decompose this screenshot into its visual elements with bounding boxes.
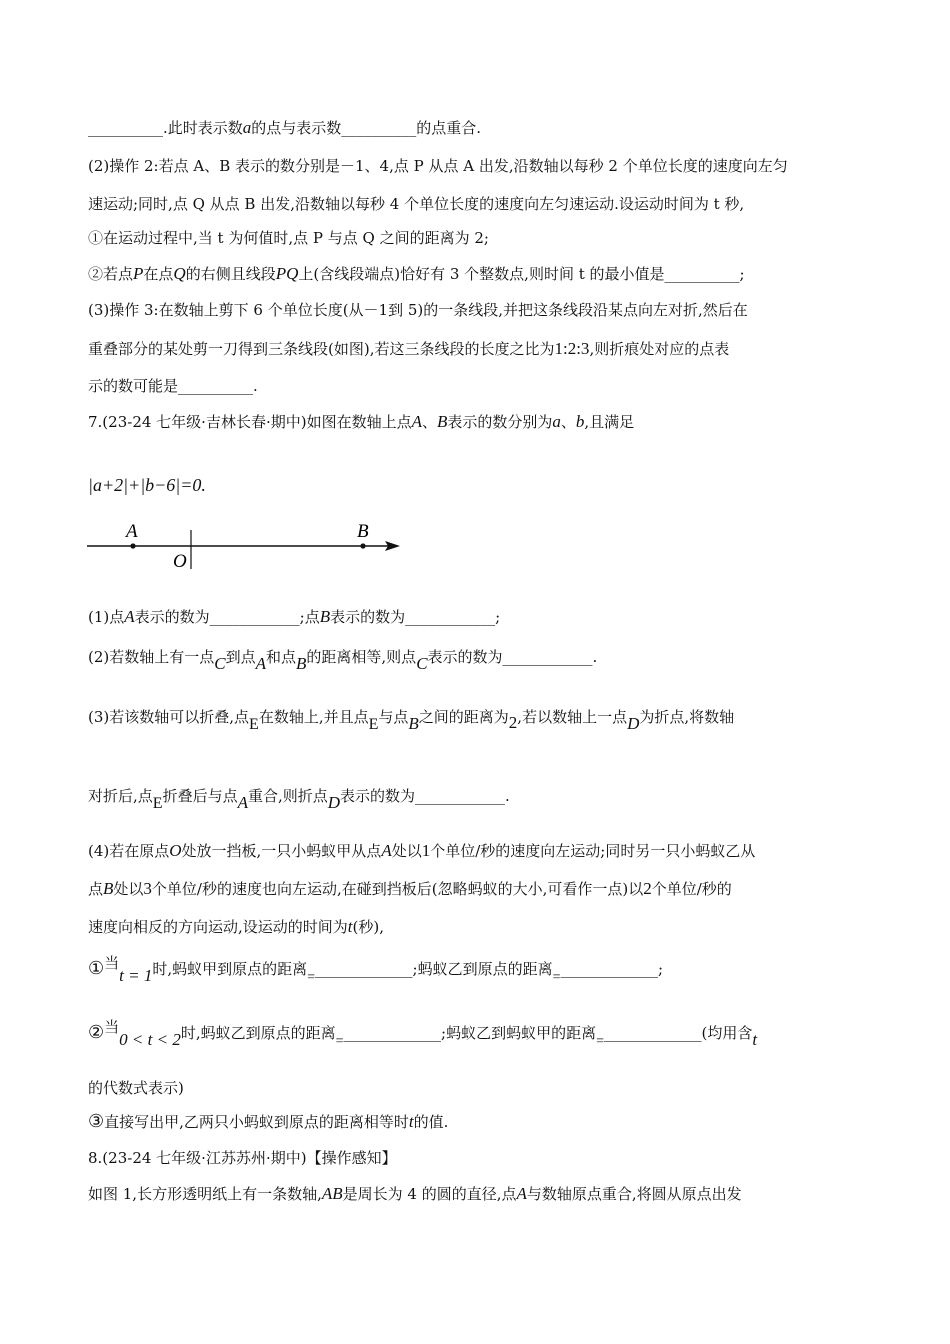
absolute-value-formula: |a+2|+|b−6|=0. <box>88 475 206 495</box>
answer-blank[interactable]: _____________ <box>343 1024 442 1042</box>
question-7-header: 7.(23-24 七年级·吉林长春·期中)如图在数轴上点A、B表示的数分别为a、b,且满足 <box>88 412 635 431</box>
answer-blank[interactable]: __________ <box>341 119 417 137</box>
answer-blank[interactable]: ____________ <box>502 648 593 666</box>
question-7-part-4-line-3: 速度向相反的方向运动,设运动的时间为t(秒), <box>88 917 384 936</box>
question-7-part-4-line-2: 点B处以3个单位/秒的速度也向左运动,在碰到挡板后(忽略蚂蚁的大小,可看作一点)以2个单位/秒的 <box>88 879 732 898</box>
answer-blank[interactable]: _____________ <box>560 960 659 978</box>
text-line-8: 示的数可能是__________. <box>88 377 258 395</box>
question-7-part-4-item-1: ①当t = 1时,蚂蚁甲到原点的距离=_____________;蚂蚁乙到原点的距离=_____________; <box>88 954 664 985</box>
question-7-part-4: (4)若在原点O处放一挡板,一只小蚂蚁甲从点A处以1个单位/秒的速度向左运动;同时另一只小蚂蚁乙从 <box>88 841 756 860</box>
question-7-part-4-item-2: ②当0 < t < 2时,蚂蚁乙到原点的距离=_____________;蚂蚁乙到蚂蚁甲的距离=_____________(均用含t <box>88 1018 758 1049</box>
point-a-label: A <box>126 521 138 542</box>
origin-label: O <box>173 551 187 572</box>
point-a-dot <box>130 543 135 548</box>
text-line-2: (2)操作 2:若点 A、B 表示的数分别是－1、4,点 P 从点 A 出发,沿数轴以每秒 2 个单位长度的速度向左匀 <box>88 157 788 175</box>
point-b-label: B <box>357 521 369 542</box>
answer-blank[interactable]: ____________ <box>209 608 300 626</box>
answer-blank[interactable]: ____________ <box>405 608 496 626</box>
answer-blank[interactable]: _____________ <box>315 960 413 978</box>
question-7-part-3: (3)若该数轴可以折叠,点E在数轴上,并且点E与点B之间的距离为2,若以数轴上一点D为折点,将数轴 <box>88 708 735 733</box>
answer-blank[interactable]: __________ <box>178 377 254 395</box>
answer-blank[interactable]: __________ <box>664 265 740 283</box>
question-7-part-4-item-3: ③直接写出甲,乙两只小蚂蚁到原点的距离相等时t的值. <box>88 1111 449 1132</box>
question-8-text: 如图 1,长方形透明纸上有一条数轴,AB是周长为 4 的圆的直径,点A与数轴原点重合,将圆从原点出发 <box>88 1184 742 1203</box>
point-b-dot <box>360 543 365 548</box>
answer-blank[interactable]: _____________ <box>603 1024 702 1042</box>
question-7-part-1: (1)点A表示的数为____________;点B表示的数为____________; <box>88 607 501 626</box>
number-line-figure <box>80 515 410 575</box>
text-line-5: ②若点P在点Q的右侧且线段PQ上(含线段端点)恰好有 3 个整数点,则时间 t 的最小值是__________; <box>88 264 745 283</box>
text-line-7: 重叠部分的某处剪一刀得到三条线段(如图),若这三条线段的长度之比为1:2:3,则折痕处对应的点表 <box>88 339 730 358</box>
answer-blank[interactable]: __________ <box>88 119 163 137</box>
question-7-part-4-item-2-continued: 的代数式表示) <box>88 1079 184 1097</box>
text-line-1: __________.此时表示数a的点与表示数__________的点重合. <box>88 118 482 137</box>
question-7-part-2: (2)若数轴上有一点C到点A和点B的距离相等,则点C表示的数为____________. <box>88 648 598 673</box>
answer-blank[interactable]: ____________ <box>415 787 506 805</box>
question-8-header: 8.(23-24 七年级·江苏苏州·期中)【操作感知】 <box>88 1149 397 1167</box>
question-7-part-3-continued: 对折后,点E折叠后与点A重合,则折点D表示的数为____________. <box>88 787 510 812</box>
text-line-3: 速运动;同时,点 Q 从点 B 出发,沿数轴以每秒 4 个单位长度的速度向左匀速运动.设运动时间为 t 秒, <box>88 195 745 213</box>
text-line-6: (3)操作 3:在数轴上剪下 6 个单位长度(从－1到 5)的一条线段,并把这条线段沿某点向左对折,然后在 <box>88 301 748 319</box>
text-line-4: ①在运动过程中,当 t 为何值时,点 P 与点 Q 之间的距离为 2; <box>88 229 489 247</box>
